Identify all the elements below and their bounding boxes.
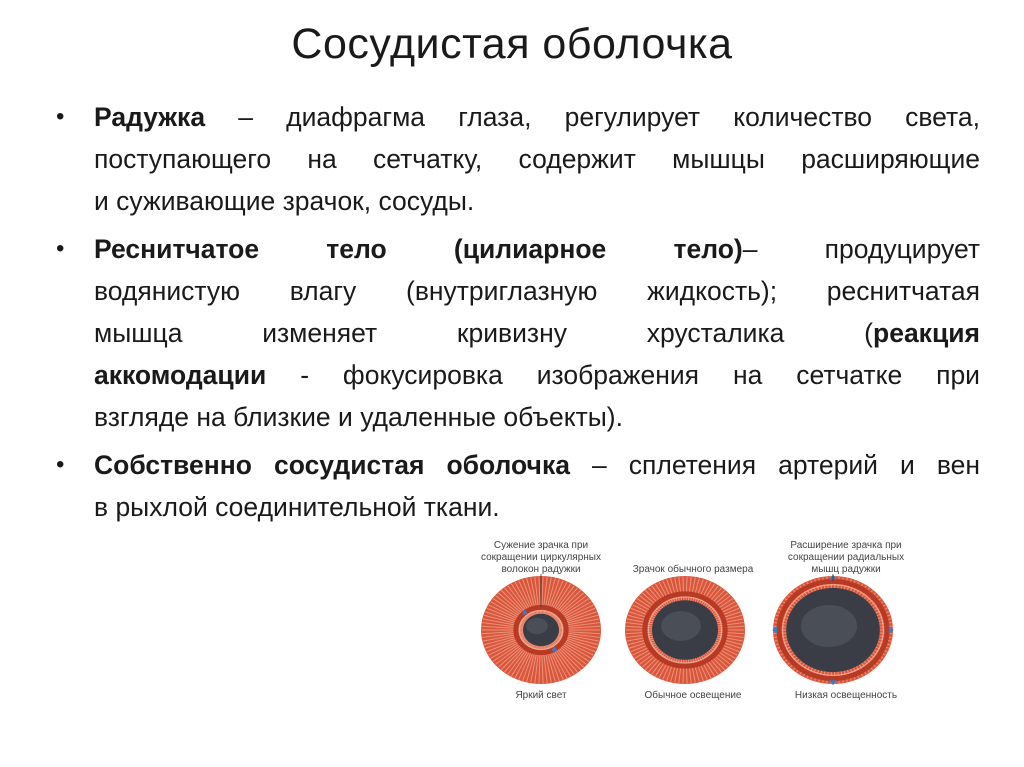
iris-constricted [478, 574, 604, 686]
pupil-highlight [801, 605, 857, 647]
bullet-line [94, 180, 980, 222]
caption-bright-light: Яркий свет [515, 690, 567, 701]
caption-constriction [466, 540, 616, 576]
term-choroid-proper: Собственно сосудистая оболочка [94, 450, 570, 480]
pupil-highlight [661, 611, 701, 641]
bullet-line [94, 486, 980, 528]
bullet-line [94, 396, 980, 438]
caption-line: волокон радужки [501, 564, 581, 575]
text-run: взгляде на близкие и удаленные объекты). [94, 402, 623, 432]
bullet-iris [56, 96, 980, 222]
text-run: мышца изменяет кривизну хрусталика ( [94, 318, 874, 348]
caption-line: Зрачок обычного размера [632, 564, 754, 575]
slide-title: Сосудистая оболочка [291, 20, 733, 68]
iris-dilated [770, 574, 896, 686]
bullet-line [94, 312, 980, 354]
text-run: – диафрагма глаза, регулирует количество света, [205, 102, 980, 132]
bullet-line [94, 96, 980, 138]
bullet-marker: • [56, 235, 65, 262]
bullet-ciliary-body [56, 228, 980, 438]
caption-dilation [766, 540, 926, 576]
bullet-line [94, 354, 980, 396]
pupil-diagram [466, 530, 926, 750]
pupil-highlight [526, 618, 548, 634]
text-run: – продуцирует [742, 234, 980, 264]
bullet-line [94, 228, 980, 270]
iris-normal [622, 574, 748, 686]
text-run: и суживающие зрачок, сосуды. [94, 186, 475, 216]
text-run: в рыхлой соединительной ткани. [94, 492, 500, 522]
caption-line: сокращении радиальных [787, 552, 905, 563]
bullet-line [94, 270, 980, 312]
text-run: - фокусировка изображения на сетчатке при [266, 360, 980, 390]
caption-normal-light: Обычное освещение [644, 690, 742, 701]
caption-low-light: Низкая освещенность [794, 690, 898, 701]
caption-line: сокращении циркулярных [481, 552, 601, 563]
caption-line: мышц радужки [811, 564, 881, 575]
term-iris: Радужка [94, 102, 206, 132]
text-run: поступающего на сетчатку, содержит мышцы расширяющие [94, 144, 980, 174]
bullet-list [56, 96, 980, 528]
text-run: – сплетения артерий и вен [569, 450, 980, 480]
caption-line: Расширение зрачка при [790, 540, 902, 551]
bullet-line [94, 444, 980, 486]
bullet-marker: • [56, 451, 65, 478]
text-run: водянистую влагу (внутриглазную жидкость); реснитчатая [94, 276, 980, 306]
term-accommodation-2: аккомодации [94, 360, 267, 390]
bullet-marker: • [56, 103, 65, 130]
term-accommodation: реакция [873, 318, 980, 348]
caption-line: Сужение зрачка при [493, 540, 589, 551]
bullet-line [94, 138, 980, 180]
term-ciliary-body: Реснитчатое тело (цилиарное тело) [94, 234, 743, 264]
bullet-choroid-proper [56, 444, 980, 528]
